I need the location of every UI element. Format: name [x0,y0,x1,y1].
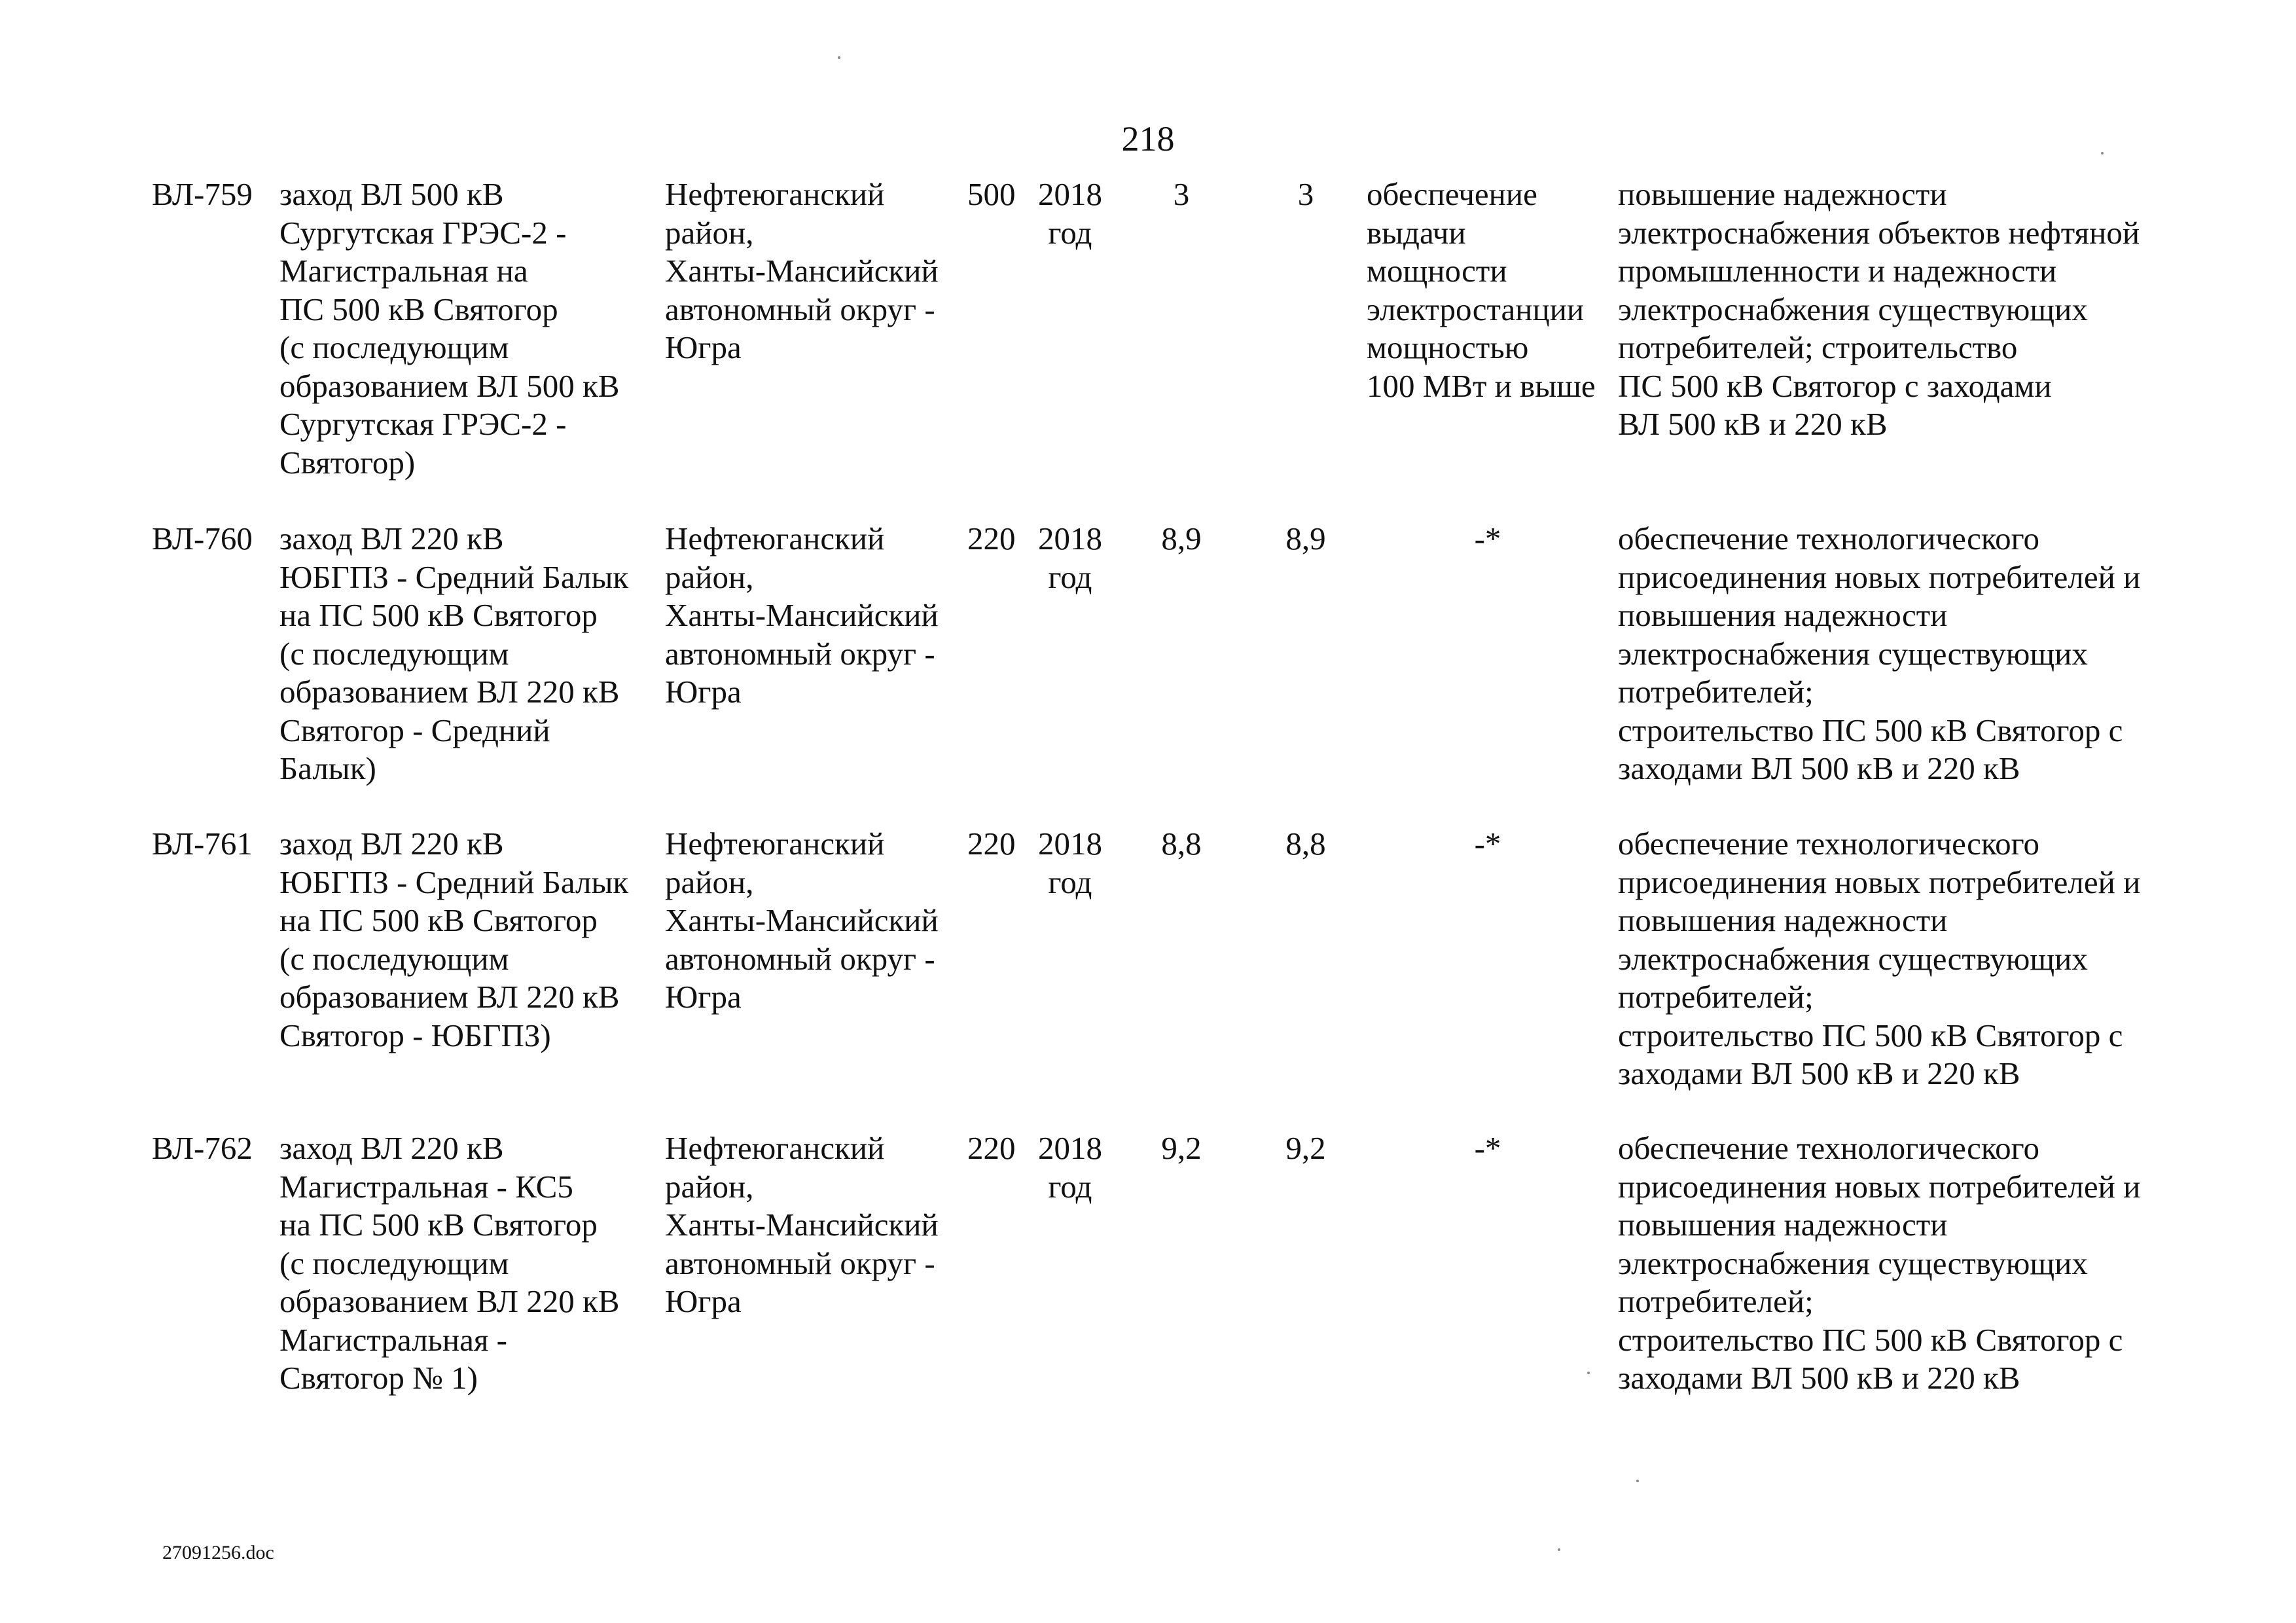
line-length-2: 8,8 [1285,826,1326,862]
line-code: ВЛ-760 [152,520,253,556]
line-name: заход ВЛ 500 кВ Сургутская ГРЭС-2 - Магистральная на ПС 500 кВ Святогор (с последующим образованием ВЛ 500 кВ Сургутская ГРЭС-2 - Святогор) [279,176,620,481]
line-goal: обеспечение технологического присоединения новых потребителей и повышения надежности электроснабжения существующих потребителей; строительство ПС 500 кВ Святогор с заходами ВЛ 500 кВ и 220 кВ [1618,1130,2141,1396]
scan-speck [1558,1548,1560,1551]
line-location: Нефтеюганский район, Ханты-Мансийский автономный округ - Югра [665,176,939,365]
line-goal: повышение надежности электроснабжения объектов нефтяной промышленности и надежности электроснабжения существующих потребителей; строительство ПС 500 кВ Святогор с заходами ВЛ 500 кВ и 220 кВ [1618,176,2140,442]
line-voltage: 220 [967,826,1016,862]
page-number: 218 [1121,119,1175,158]
line-year: 2018 год [1038,826,1102,900]
line-length-2: 8,9 [1285,520,1326,556]
line-voltage: 500 [967,176,1016,212]
line-code: ВЛ-762 [152,1130,253,1166]
line-purpose: обеспечение выдачи мощности электростанции мощностью 100 МВт и выше [1367,176,1596,404]
line-length-2: 9,2 [1285,1130,1326,1166]
line-goal: обеспечение технологического присоединения новых потребителей и повышения надежности электроснабжения существующих потребителей; строительство ПС 500 кВ Святогор с заходами ВЛ 500 кВ и 220 кВ [1618,826,2141,1091]
scan-speck [838,56,840,59]
scan-speck [1587,1372,1590,1374]
line-voltage: 220 [967,1130,1016,1166]
line-purpose: -* [1474,520,1501,556]
line-purpose: -* [1474,826,1501,862]
line-name: заход ВЛ 220 кВ Магистральная - КС5 на ПС 500 кВ Святогор (с последующим образованием ВЛ 220 кВ Магистральная - Святогор № 1) [279,1130,620,1396]
line-name: заход ВЛ 220 кВ ЮБГПЗ - Средний Балык на ПС 500 кВ Святогор (с последующим образованием ВЛ 220 кВ Святогор - ЮБГПЗ) [279,826,629,1053]
scan-speck [2101,152,2104,155]
line-length-1: 3 [1173,176,1190,212]
line-year: 2018 год [1038,176,1102,251]
line-length-1: 8,8 [1161,826,1202,862]
scan-speck [1636,1480,1639,1482]
line-length-2: 3 [1297,176,1314,212]
line-length-1: 8,9 [1161,520,1202,556]
line-code: ВЛ-759 [152,176,253,212]
line-location: Нефтеюганский район, Ханты-Мансийский автономный округ - Югра [665,1130,939,1319]
line-length-1: 9,2 [1161,1130,1202,1166]
line-voltage: 220 [967,520,1016,556]
line-year: 2018 год [1038,1130,1102,1205]
line-location: Нефтеюганский район, Ханты-Мансийский автономный округ - Югра [665,520,939,710]
document-filename: 27091256.doc [162,1542,274,1563]
line-code: ВЛ-761 [152,826,253,862]
line-location: Нефтеюганский район, Ханты-Мансийский автономный округ - Югра [665,826,939,1015]
line-purpose: -* [1474,1130,1501,1166]
line-name: заход ВЛ 220 кВ ЮБГПЗ - Средний Балык на ПС 500 кВ Святогор (с последующим образованием ВЛ 220 кВ Святогор - Средний Балык) [279,520,629,786]
line-goal: обеспечение технологического присоединения новых потребителей и повышения надежности электроснабжения существующих потребителей; строительство ПС 500 кВ Святогор с заходами ВЛ 500 кВ и 220 кВ [1618,520,2141,786]
line-year: 2018 год [1038,520,1102,595]
